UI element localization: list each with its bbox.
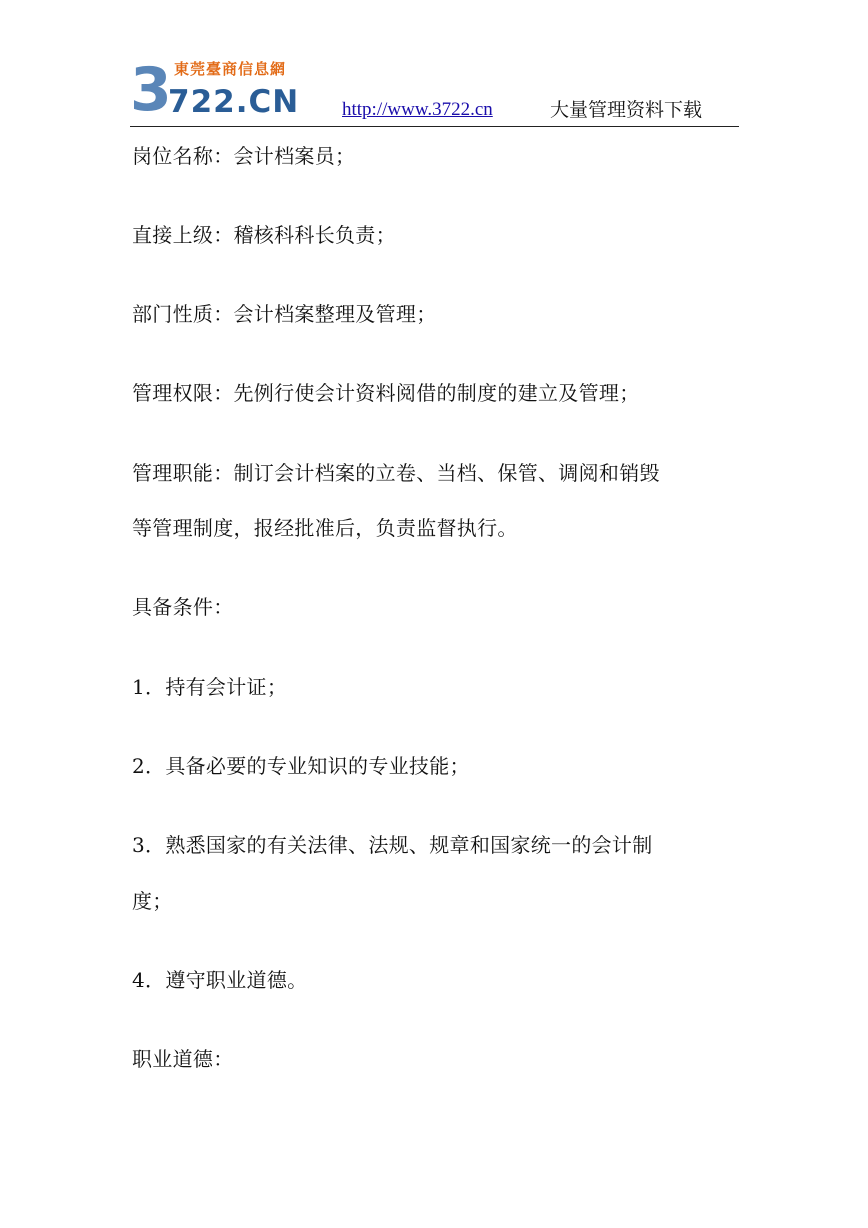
department-nature-line: 部门性质：会计档案整理及管理； — [132, 302, 437, 326]
logo-chinese-name: 東莞臺商信息網 — [174, 60, 287, 78]
requirement-item-3-line-2: 度； — [132, 889, 173, 913]
requirement-item-3-line-1: 3．熟悉国家的有关法律、法规、规章和国家统一的会计制 — [132, 833, 653, 857]
requirement-item-4: 4．遵守职业道德。 — [132, 968, 308, 992]
logo-domain: 722.CN — [168, 84, 300, 120]
header-slogan: 大量管理资料下载 — [550, 99, 703, 121]
ethics-heading: 职业道德： — [132, 1047, 234, 1071]
requirement-item-1: 1．持有会计证； — [132, 675, 288, 699]
requirements-heading: 具备条件： — [132, 595, 234, 619]
authority-line: 管理权限：先例行使会计资料阅借的制度的建立及管理； — [132, 381, 640, 405]
supervisor-line: 直接上级：稽核科科长负责； — [132, 223, 396, 247]
page-header — [130, 55, 739, 127]
logo-number: 3 — [130, 55, 170, 125]
site-logo[interactable] — [130, 55, 310, 125]
duties-line-1: 管理职能：制订会计档案的立卷、当档、保管、调阅和销毁 — [132, 461, 660, 485]
duties-line-2: 等管理制度，报经批准后，负责监督执行。 — [132, 516, 518, 540]
requirement-item-2: 2．具备必要的专业知识的专业技能； — [132, 754, 470, 778]
site-url-link[interactable]: http://www.3722.cn — [342, 99, 493, 120]
job-title-line: 岗位名称：会计档案员； — [132, 144, 356, 168]
